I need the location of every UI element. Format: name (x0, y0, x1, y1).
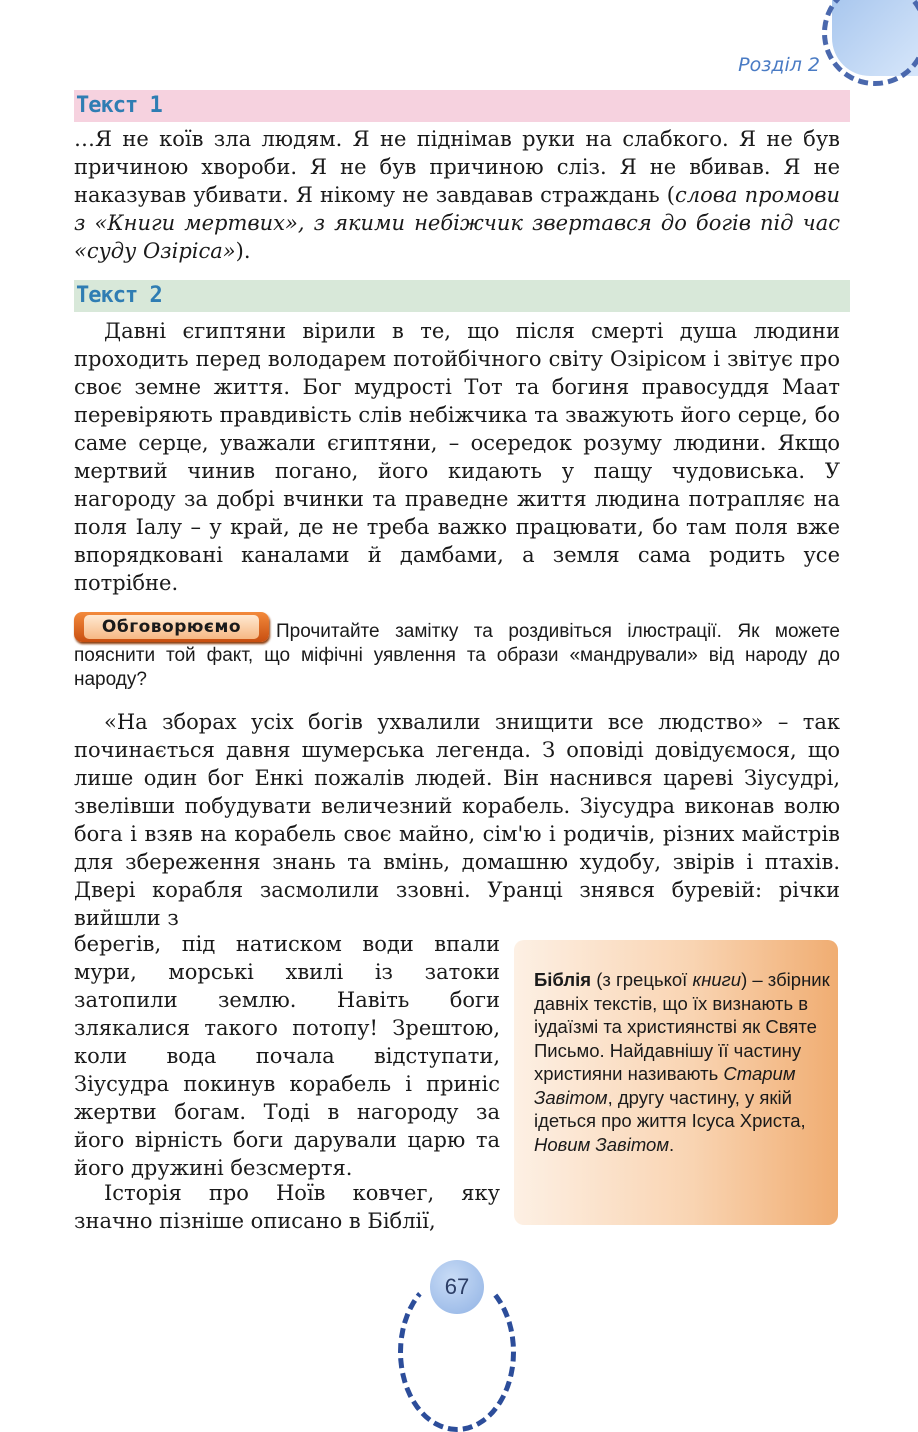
text1-heading: Текст 1 (74, 90, 850, 122)
text2-body (74, 317, 840, 597)
discussion-task-text: Прочитайте замітку та роздивіться ілюстрації. Як можете пояснити той факт, що міфічні уявлення та образи «мандрували» від народу до народу? (74, 621, 840, 690)
story-paragraph-1-text: «На зборах усіх богів ухвалили знищити все людство» – так починається давня шумерська легенда. З оповіді довідуємося, що лише один бог Енкі пожалів людей. Він наснився цареві Зіусудрі, звелівши побудувати величезний корабель. Зіусудра виконав волю бога і взяв на корабель своє майно, сім'ю і родичів, різних майстрів для збереження знань та вмінь, домашню худобу, звірів і птахів. Двері корабля засмолили ззовні. Уранці знявся буревій: річки вийшли з (74, 710, 840, 930)
note-part-4: . (669, 1133, 675, 1155)
note-term: Біблія (534, 969, 592, 990)
text1-body (74, 125, 840, 265)
discussion-badge-label: Обговорюємо (84, 615, 259, 639)
note-italic-2: Старим Завітом (534, 1063, 796, 1108)
bible-definition-note (514, 940, 838, 1225)
story-paragraph-2-text: Історія про Ноїв ковчег, яку значно пізніше описано в Біблії, (74, 1181, 500, 1233)
story-paragraph-1 (74, 708, 840, 932)
story-paragraph-2 (74, 1179, 500, 1235)
text1-italic: слова промови з «Книги мертвих», з якими небіжчик звертався до богів під час «суду Озіріса» (74, 183, 840, 263)
corner-dashed-arc (822, 0, 918, 86)
text2-heading: Текст 2 (74, 280, 850, 312)
note-part-1: (з грецької (591, 969, 693, 990)
note-text (534, 968, 836, 1156)
story-paragraph-1-continued: берегів, під натиском води впали мури, морські хвилі із затоки затопили землю. Навіть боги злякалися такого потопу! Зрештою, коли вода почала відступати, Зіусудра покинув корабель і приніс жертви богам. Тоді в нагороду за його вірність боги дарували царю та його дружині безсмертя. (74, 932, 500, 1180)
note-italic-1: книги (692, 969, 742, 990)
note-part-3: , другу частину, у якій ідеться про життя Ісуса Христа, (534, 1086, 806, 1131)
page-number: 67 (430, 1260, 484, 1314)
note-italic-3: Новим Завітом (534, 1133, 670, 1155)
discussion-task (74, 620, 840, 692)
note-part-2: ) – збірник давніх текстів, що їх визнають в іудаїзмі та християнстві як Святе Письмо. Найдавнішу її частину християни називають (534, 969, 830, 1084)
text1-plain: …Я не коїв зла людям. Я не піднімав руки на слабкого. Я не був причиною хвороби. Я не був причиною сліз. Я не вбивав. Я не наказував убивати. Я нікому не завдавав страждань ( (74, 127, 840, 207)
text2-text: Давні єгиптяни вірили в те, що після смерті душа людини проходить перед володарем потойбічного світу Озірісом і звітує про своє земне життя. Бог мудрості Тот та богиня правосуддя Маат перевіряють правдивість слів небіжчика та зважують його серце, бо саме серце, уважали єгиптяни, – осередок розуму людини. Якщо мертвий чинив погано, його кидають у пащу чудовиська. У нагороду за добрі вчинки та праведне життя людина потрапляє на поля Іалу – у край, де не треба важко працювати, бо там поля вже впорядковані каналами й дамбами, а земля сама родить усе потрібне. (74, 319, 840, 595)
section-label: Розділ 2 (738, 54, 820, 76)
text1-end: ). (235, 239, 251, 263)
